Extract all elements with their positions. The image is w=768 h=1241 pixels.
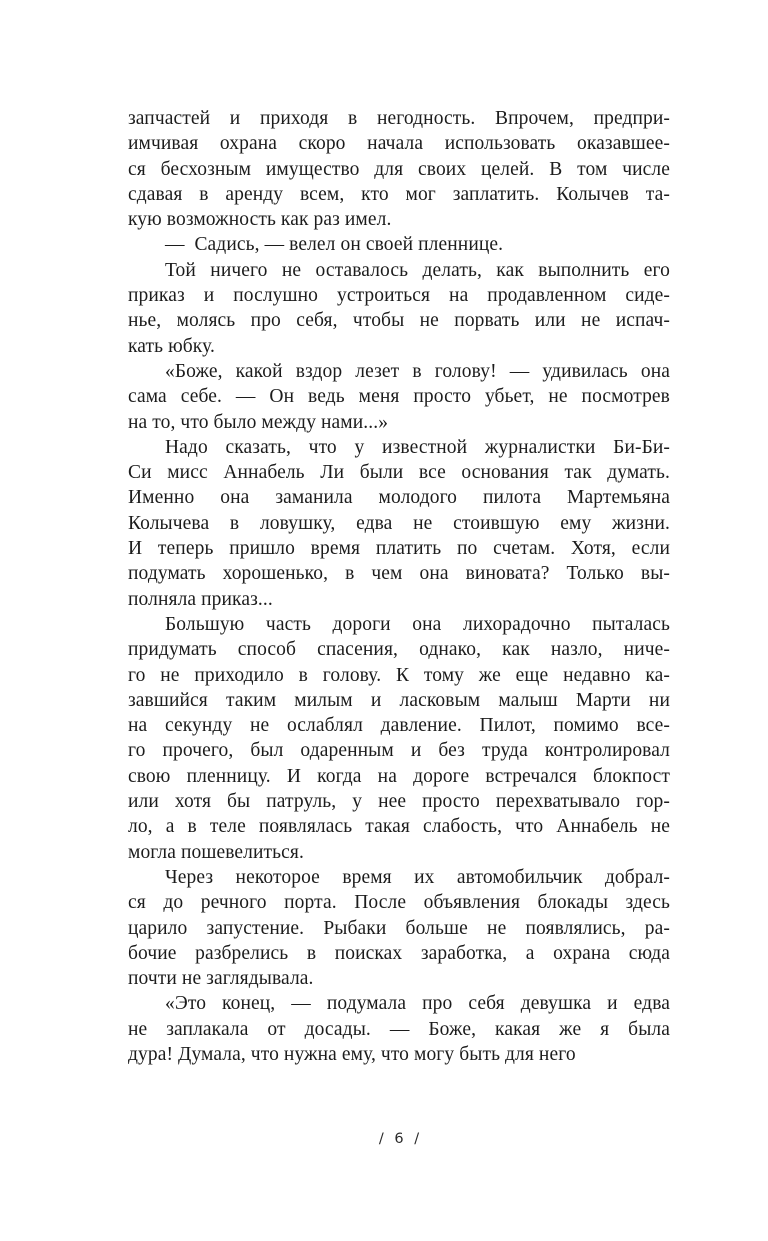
paragraph <box>128 612 670 865</box>
text-line: бочие разбрелись в поисках заработка, а охрана сюда <box>128 942 670 964</box>
text-line: приказ и послушно устроиться на продавленном сиде- <box>128 285 670 307</box>
paragraph <box>128 991 670 1067</box>
text-line: «Боже, какой вздор лезет в голову! — удивилась она <box>165 360 670 382</box>
text-line: придумать способ спасения, однако, как назло, ниче- <box>128 639 670 661</box>
text-line: Через некоторое время их автомобильчик добрал- <box>165 866 670 888</box>
text-line: почти не заглядывала. <box>128 968 314 990</box>
text-line: или хотя бы патруль, у нее просто перехватывало гор- <box>128 791 670 813</box>
text-line: ся до речного порта. После объявления блокады здесь <box>128 892 670 914</box>
text-line: ся бесхозным имущество для своих целей. В том числе <box>128 158 670 180</box>
paragraph <box>128 359 670 435</box>
text-line: Той ничего не оставалось делать, как выполнить его <box>165 259 670 281</box>
text-line: И теперь пришло время платить по счетам. Хотя, если <box>128 538 670 560</box>
text-line: подумать хорошенько, в чем она виновата? Только вы- <box>128 563 670 585</box>
text-line: нье, молясь про себя, чтобы не порвать или не испач- <box>128 310 670 332</box>
page-number: / 6 / <box>378 1131 420 1147</box>
text-line: кать юбку. <box>128 335 215 357</box>
text-line: го прочего, был одаренным и без труда контролировал <box>128 740 670 762</box>
text-line: запчастей и приходя в негодность. Впрочем, предпри- <box>128 108 670 129</box>
text-line: сама себе. — Он ведь меня просто убьет, не посмотрев <box>128 386 670 408</box>
text-line: Именно она заманила молодого пилота Мартемьяна <box>128 487 670 509</box>
paragraph <box>128 232 670 257</box>
text-line: царило запустение. Рыбаки больше не появлялись, ра- <box>128 917 670 939</box>
text-line: Надо сказать, что у известной журналистки Би-Би- <box>165 436 670 458</box>
paragraph <box>128 865 670 991</box>
paragraph <box>128 435 670 612</box>
text-line: ло, а в теле появлялась такая слабость, что Аннабель не <box>128 816 670 838</box>
text-line: могла пошевелиться. <box>128 841 304 863</box>
text-line: на то, что было между нами...» <box>128 411 389 433</box>
text-line: кую возможность как раз имел. <box>128 209 392 231</box>
text-line: завшийся таким милым и ласковым малыш Марти ни <box>128 689 670 711</box>
text-line: Си мисс Аннабель Ли были все основания так думать. <box>128 462 670 484</box>
text-line: не заплакала от досады. — Боже, какая же я была <box>128 1018 670 1040</box>
text-line: на секунду не ослаблял давление. Пилот, помимо все- <box>128 715 670 737</box>
text-line: «Это конец, — подумала про себя девушка и едва <box>165 993 670 1015</box>
text-block <box>128 106 670 1067</box>
text-line: Большую часть дороги она лихорадочно пыталась <box>165 613 670 635</box>
text-line: свою пленницу. И когда на дороге встречался блокпост <box>128 765 670 787</box>
paragraph <box>128 106 670 232</box>
text-line: го не приходило в голову. К тому же еще недавно ка- <box>128 664 670 686</box>
text-line: Колычева в ловушку, едва не стоившую ему жизни. <box>128 512 670 534</box>
paragraph <box>128 258 670 359</box>
text-line: дура! Думала, что нужна ему, что могу быть для него <box>128 1043 576 1065</box>
text-line: сдавая в аренду всем, кто мог заплатить. Колычев та- <box>128 183 670 205</box>
text-line: имчивая охрана скоро начала использовать оказавшее- <box>128 133 670 155</box>
text-line: — Садись, — велел он своей пленнице. <box>165 234 504 256</box>
text-line: полняла приказ... <box>128 588 273 610</box>
